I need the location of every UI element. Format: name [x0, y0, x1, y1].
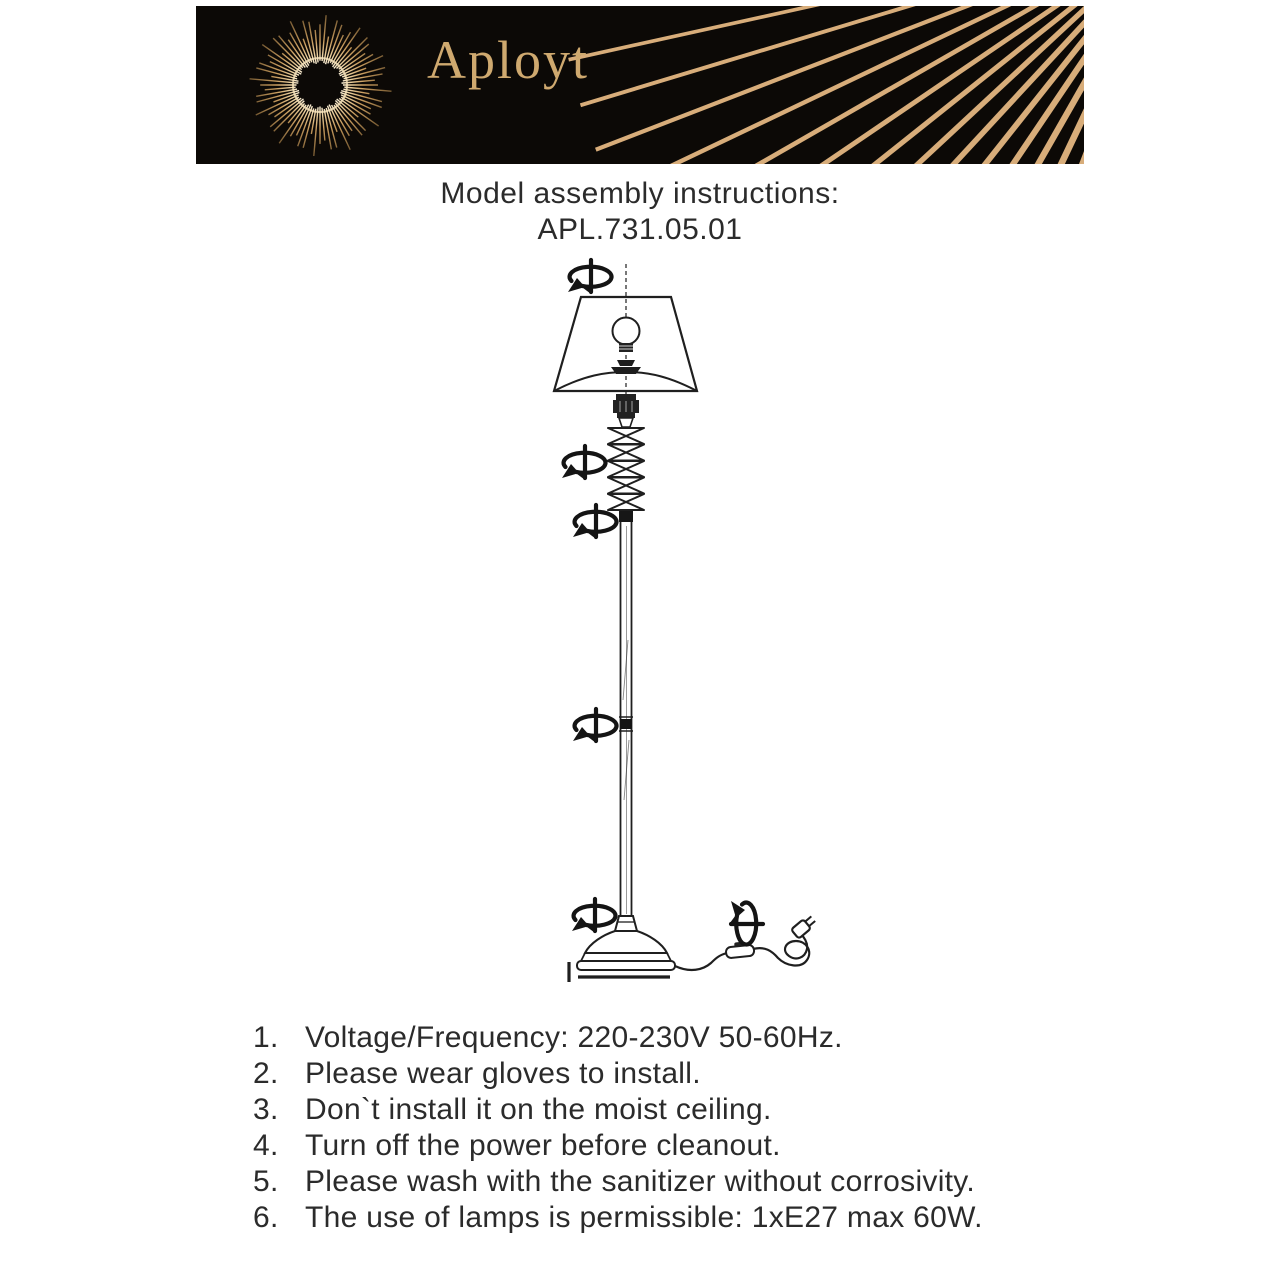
item-text: Voltage/Frequency: 220-230V 50-60Hz. [305, 1021, 843, 1054]
instruction-item [253, 1020, 983, 1056]
page-title: Model assembly instructions: [440, 177, 840, 210]
item-number: 2. [253, 1057, 279, 1090]
ornament-stack [608, 428, 644, 510]
item-number: 6. [253, 1201, 279, 1234]
item-number: 3. [253, 1093, 279, 1126]
item-number: 4. [253, 1129, 279, 1162]
item-text: Turn off the power before cleanout. [305, 1129, 781, 1162]
instruction-item [253, 1200, 983, 1236]
instruction-item [253, 1164, 983, 1200]
brand-banner [196, 6, 1084, 164]
item-text: Please wash with the sanitizer without corrosivity. [305, 1165, 976, 1198]
rotation-arrow-icon [731, 901, 763, 945]
instruction-item [253, 1092, 983, 1128]
rotation-arrow-icon [573, 709, 617, 741]
finial [611, 360, 641, 374]
pole [619, 522, 633, 918]
instruction-item [253, 1128, 983, 1164]
instruction-list [253, 1020, 983, 1236]
lamp-assembly-diagram [440, 250, 860, 1020]
instruction-item [253, 1056, 983, 1092]
power-plug-icon [791, 914, 817, 939]
socket [613, 394, 639, 427]
model-number: APL.731.05.01 [537, 213, 743, 246]
item-text: The use of lamps is permissible: 1xE27 max 60W. [305, 1201, 983, 1234]
title-block [0, 176, 1280, 248]
ray-fan-decoration-icon [569, 6, 1084, 164]
mid-joint [620, 719, 632, 729]
sunburst-ring [293, 58, 347, 112]
rotation-arrow-icon [572, 899, 616, 931]
connector-block [619, 511, 633, 522]
sunburst-logo [250, 15, 392, 156]
banner-decoration [196, 6, 1084, 164]
item-number: 1. [253, 1021, 279, 1054]
item-text: Don`t install it on the moist ceiling. [305, 1093, 772, 1126]
item-number: 5. [253, 1165, 279, 1198]
light-bulb-icon [613, 318, 640, 353]
item-text: Please wear gloves to install. [305, 1057, 701, 1090]
rotation-arrow-icon [562, 446, 606, 478]
brand-name: Aployt [427, 30, 590, 90]
rotation-arrow-icon [568, 260, 612, 292]
